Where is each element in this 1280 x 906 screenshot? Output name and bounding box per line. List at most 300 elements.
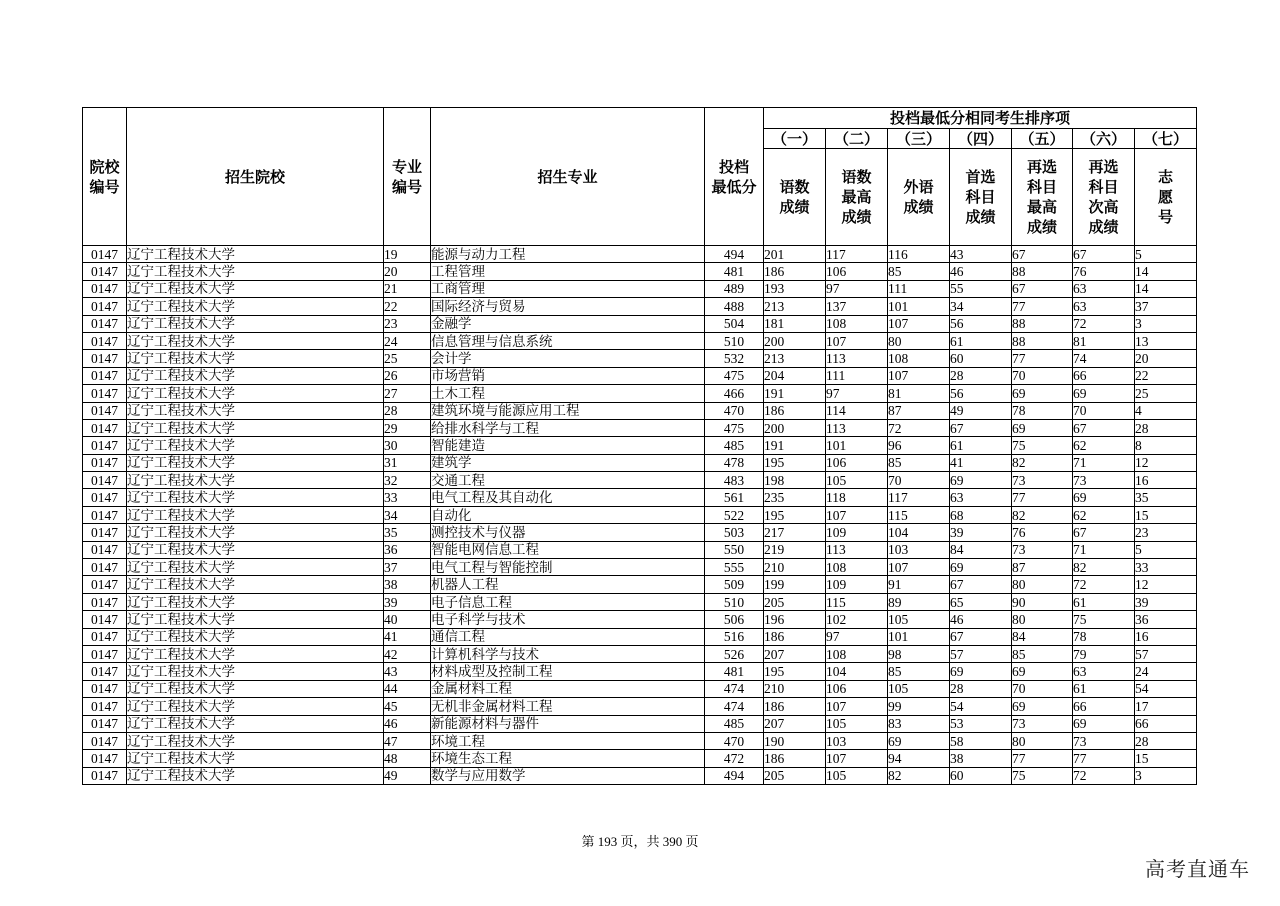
table-row — [83, 263, 1197, 280]
cell-foreign-language-score: 80 — [888, 332, 950, 349]
cell-school-code: 0147 — [83, 489, 127, 506]
cell-foreign-language-score: 101 — [888, 628, 950, 645]
cell-major-name: 电子科学与技术 — [431, 611, 705, 628]
cell-second-subject-next: 63 — [1073, 663, 1135, 680]
cell-school-name: 辽宁工程技术大学 — [127, 611, 384, 628]
cell-min-score: 488 — [705, 298, 764, 315]
table-row — [83, 402, 1197, 419]
cell-min-score: 478 — [705, 454, 764, 471]
cell-school-code: 0147 — [83, 350, 127, 367]
cell-major-code: 46 — [384, 715, 431, 732]
cell-school-name: 辽宁工程技术大学 — [127, 698, 384, 715]
cell-chinese-math-max: 103 — [826, 732, 888, 749]
cell-second-subject-max: 75 — [1012, 767, 1073, 784]
cell-chinese-math-score: 204 — [764, 367, 826, 384]
cell-min-score: 489 — [705, 280, 764, 297]
cell-second-subject-next: 67 — [1073, 419, 1135, 436]
cell-second-subject-max: 88 — [1012, 315, 1073, 332]
cell-school-name: 辽宁工程技术大学 — [127, 402, 384, 419]
cell-chinese-math-score: 186 — [764, 263, 826, 280]
cell-chinese-math-score: 191 — [764, 385, 826, 402]
cell-second-subject-max: 76 — [1012, 524, 1073, 541]
cell-second-subject-max: 70 — [1012, 680, 1073, 697]
table-row — [83, 645, 1197, 662]
cell-second-subject-next: 63 — [1073, 298, 1135, 315]
cell-second-subject-max: 75 — [1012, 437, 1073, 454]
cell-school-name: 辽宁工程技术大学 — [127, 350, 384, 367]
cell-first-subject-score: 57 — [950, 645, 1012, 662]
cell-chinese-math-max: 108 — [826, 559, 888, 576]
cell-second-subject-next: 69 — [1073, 489, 1135, 506]
cell-major-name: 会计学 — [431, 350, 705, 367]
cell-foreign-language-score: 85 — [888, 454, 950, 471]
cell-major-code: 34 — [384, 506, 431, 523]
cell-major-code: 38 — [384, 576, 431, 593]
cell-major-name: 环境生态工程 — [431, 750, 705, 767]
cell-first-subject-score: 60 — [950, 350, 1012, 367]
cell-second-subject-next: 81 — [1073, 332, 1135, 349]
cell-school-code: 0147 — [83, 698, 127, 715]
cell-foreign-language-score: 70 — [888, 472, 950, 489]
cell-school-name: 辽宁工程技术大学 — [127, 628, 384, 645]
cell-preference-number: 13 — [1135, 332, 1197, 349]
cell-second-subject-max: 87 — [1012, 559, 1073, 576]
cell-second-subject-max: 80 — [1012, 611, 1073, 628]
cell-school-name: 辽宁工程技术大学 — [127, 332, 384, 349]
cell-school-name: 辽宁工程技术大学 — [127, 680, 384, 697]
cell-second-subject-next: 77 — [1073, 750, 1135, 767]
cell-preference-number: 12 — [1135, 454, 1197, 471]
cell-preference-number: 15 — [1135, 750, 1197, 767]
cell-min-score: 550 — [705, 541, 764, 558]
cell-school-code: 0147 — [83, 576, 127, 593]
cell-chinese-math-score: 186 — [764, 402, 826, 419]
cell-foreign-language-score: 111 — [888, 280, 950, 297]
cell-preference-number: 25 — [1135, 385, 1197, 402]
cell-school-code: 0147 — [83, 715, 127, 732]
cell-min-score: 506 — [705, 611, 764, 628]
cell-second-subject-next: 79 — [1073, 645, 1135, 662]
cell-school-code: 0147 — [83, 280, 127, 297]
cell-first-subject-score: 56 — [950, 315, 1012, 332]
table-row — [83, 698, 1197, 715]
cell-first-subject-score: 67 — [950, 419, 1012, 436]
cell-chinese-math-score: 186 — [764, 750, 826, 767]
cell-second-subject-max: 77 — [1012, 350, 1073, 367]
cell-chinese-math-score: 195 — [764, 663, 826, 680]
cell-major-name: 金融学 — [431, 315, 705, 332]
cell-preference-number: 37 — [1135, 298, 1197, 315]
cell-chinese-math-score: 190 — [764, 732, 826, 749]
table-row — [83, 732, 1197, 749]
table-row — [83, 246, 1197, 263]
cell-school-name: 辽宁工程技术大学 — [127, 576, 384, 593]
cell-second-subject-max: 77 — [1012, 298, 1073, 315]
cell-chinese-math-max: 108 — [826, 645, 888, 662]
header-tiebreak-order-2: （二） — [826, 129, 888, 149]
header-tiebreak-order-1: （一） — [764, 129, 826, 149]
cell-foreign-language-score: 105 — [888, 680, 950, 697]
header-first-subject-score: 首选 科目 成绩 — [950, 149, 1012, 246]
header-major-code: 专业 编号 — [384, 108, 431, 246]
cell-chinese-math-score: 186 — [764, 628, 826, 645]
cell-major-code: 30 — [384, 437, 431, 454]
cell-chinese-math-score: 213 — [764, 298, 826, 315]
cell-second-subject-max: 90 — [1012, 593, 1073, 610]
cell-second-subject-next: 72 — [1073, 315, 1135, 332]
cell-first-subject-score: 65 — [950, 593, 1012, 610]
cell-major-code: 21 — [384, 280, 431, 297]
cell-second-subject-next: 67 — [1073, 246, 1135, 263]
cell-major-code: 43 — [384, 663, 431, 680]
cell-foreign-language-score: 103 — [888, 541, 950, 558]
header-major-name: 招生专业 — [431, 108, 705, 246]
cell-major-code: 20 — [384, 263, 431, 280]
cell-major-code: 42 — [384, 645, 431, 662]
cell-major-code: 19 — [384, 246, 431, 263]
cell-chinese-math-max: 113 — [826, 541, 888, 558]
table-row — [83, 541, 1197, 558]
cell-major-code: 23 — [384, 315, 431, 332]
cell-second-subject-next: 66 — [1073, 367, 1135, 384]
cell-preference-number: 4 — [1135, 402, 1197, 419]
cell-school-name: 辽宁工程技术大学 — [127, 263, 384, 280]
cell-major-code: 25 — [384, 350, 431, 367]
cell-second-subject-next: 75 — [1073, 611, 1135, 628]
cell-school-name: 辽宁工程技术大学 — [127, 472, 384, 489]
cell-chinese-math-max: 101 — [826, 437, 888, 454]
cell-school-code: 0147 — [83, 298, 127, 315]
cell-school-code: 0147 — [83, 437, 127, 454]
cell-major-code: 44 — [384, 680, 431, 697]
cell-chinese-math-score: 200 — [764, 332, 826, 349]
cell-school-name: 辽宁工程技术大学 — [127, 280, 384, 297]
cell-chinese-math-score: 210 — [764, 559, 826, 576]
cell-second-subject-max: 77 — [1012, 489, 1073, 506]
cell-min-score: 503 — [705, 524, 764, 541]
cell-foreign-language-score: 115 — [888, 506, 950, 523]
cell-second-subject-max: 69 — [1012, 419, 1073, 436]
cell-major-name: 电子信息工程 — [431, 593, 705, 610]
cell-major-name: 给排水科学与工程 — [431, 419, 705, 436]
header-tiebreak-order-7: （七） — [1135, 129, 1197, 149]
cell-first-subject-score: 69 — [950, 472, 1012, 489]
cell-foreign-language-score: 107 — [888, 315, 950, 332]
header-chinese-math-score: 语数 成绩 — [764, 149, 826, 246]
cell-first-subject-score: 63 — [950, 489, 1012, 506]
cell-major-name: 工程管理 — [431, 263, 705, 280]
header-second-subject-next: 再选 科目 次高 成绩 — [1073, 149, 1135, 246]
cell-min-score: 504 — [705, 315, 764, 332]
cell-school-code: 0147 — [83, 732, 127, 749]
cell-major-code: 35 — [384, 524, 431, 541]
cell-chinese-math-max: 115 — [826, 593, 888, 610]
cell-min-score: 555 — [705, 559, 764, 576]
header-preference-number: 志 愿 号 — [1135, 149, 1197, 246]
cell-first-subject-score: 54 — [950, 698, 1012, 715]
header-second-subject-max: 再选 科目 最高 成绩 — [1012, 149, 1073, 246]
cell-major-name: 测控技术与仪器 — [431, 524, 705, 541]
cell-preference-number: 57 — [1135, 645, 1197, 662]
cell-school-code: 0147 — [83, 767, 127, 784]
cell-school-name: 辽宁工程技术大学 — [127, 489, 384, 506]
cell-school-name: 辽宁工程技术大学 — [127, 385, 384, 402]
cell-chinese-math-score: 195 — [764, 506, 826, 523]
cell-min-score: 475 — [705, 367, 764, 384]
cell-chinese-math-score: 213 — [764, 350, 826, 367]
cell-major-name: 电气工程及其自动化 — [431, 489, 705, 506]
cell-second-subject-next: 61 — [1073, 593, 1135, 610]
cell-first-subject-score: 68 — [950, 506, 1012, 523]
cell-major-name: 市场营销 — [431, 367, 705, 384]
cell-chinese-math-max: 108 — [826, 315, 888, 332]
cell-chinese-math-score: 199 — [764, 576, 826, 593]
cell-preference-number: 36 — [1135, 611, 1197, 628]
cell-chinese-math-max: 113 — [826, 350, 888, 367]
cell-major-name: 建筑环境与能源应用工程 — [431, 402, 705, 419]
cell-foreign-language-score: 108 — [888, 350, 950, 367]
cell-preference-number: 54 — [1135, 680, 1197, 697]
table-row — [83, 559, 1197, 576]
cell-second-subject-max: 73 — [1012, 472, 1073, 489]
cell-school-name: 辽宁工程技术大学 — [127, 298, 384, 315]
cell-major-name: 材料成型及控制工程 — [431, 663, 705, 680]
cell-major-name: 自动化 — [431, 506, 705, 523]
cell-chinese-math-max: 106 — [826, 680, 888, 697]
cell-second-subject-next: 62 — [1073, 437, 1135, 454]
cell-second-subject-next: 69 — [1073, 715, 1135, 732]
cell-first-subject-score: 60 — [950, 767, 1012, 784]
cell-second-subject-max: 82 — [1012, 506, 1073, 523]
cell-chinese-math-max: 104 — [826, 663, 888, 680]
cell-min-score: 485 — [705, 715, 764, 732]
cell-second-subject-max: 77 — [1012, 750, 1073, 767]
cell-min-score: 494 — [705, 246, 764, 263]
cell-chinese-math-score: 210 — [764, 680, 826, 697]
header-foreign-language-score: 外语 成绩 — [888, 149, 950, 246]
cell-chinese-math-max: 105 — [826, 472, 888, 489]
cell-major-name: 能源与动力工程 — [431, 246, 705, 263]
cell-min-score: 532 — [705, 350, 764, 367]
cell-foreign-language-score: 117 — [888, 489, 950, 506]
table-row — [83, 506, 1197, 523]
cell-second-subject-max: 69 — [1012, 698, 1073, 715]
cell-first-subject-score: 38 — [950, 750, 1012, 767]
cell-second-subject-next: 78 — [1073, 628, 1135, 645]
cell-foreign-language-score: 98 — [888, 645, 950, 662]
cell-second-subject-max: 82 — [1012, 454, 1073, 471]
cell-first-subject-score: 84 — [950, 541, 1012, 558]
cell-major-code: 49 — [384, 767, 431, 784]
cell-chinese-math-score: 198 — [764, 472, 826, 489]
cell-chinese-math-max: 97 — [826, 628, 888, 645]
cell-min-score: 470 — [705, 732, 764, 749]
cell-preference-number: 22 — [1135, 367, 1197, 384]
cell-school-code: 0147 — [83, 680, 127, 697]
cell-chinese-math-max: 107 — [826, 506, 888, 523]
cell-school-code: 0147 — [83, 506, 127, 523]
cell-school-name: 辽宁工程技术大学 — [127, 246, 384, 263]
cell-major-name: 无机非金属材料工程 — [431, 698, 705, 715]
cell-foreign-language-score: 96 — [888, 437, 950, 454]
cell-foreign-language-score: 99 — [888, 698, 950, 715]
cell-preference-number: 14 — [1135, 263, 1197, 280]
cell-chinese-math-max: 113 — [826, 419, 888, 436]
cell-first-subject-score: 34 — [950, 298, 1012, 315]
cell-second-subject-next: 73 — [1073, 732, 1135, 749]
cell-school-name: 辽宁工程技术大学 — [127, 593, 384, 610]
cell-major-code: 37 — [384, 559, 431, 576]
cell-min-score: 474 — [705, 698, 764, 715]
cell-second-subject-next: 63 — [1073, 280, 1135, 297]
cell-foreign-language-score: 107 — [888, 367, 950, 384]
cell-foreign-language-score: 69 — [888, 732, 950, 749]
cell-major-name: 环境工程 — [431, 732, 705, 749]
table-row — [83, 419, 1197, 436]
cell-first-subject-score: 41 — [950, 454, 1012, 471]
cell-foreign-language-score: 105 — [888, 611, 950, 628]
cell-second-subject-next: 62 — [1073, 506, 1135, 523]
cell-major-code: 40 — [384, 611, 431, 628]
cell-school-name: 辽宁工程技术大学 — [127, 559, 384, 576]
table-row — [83, 367, 1197, 384]
cell-school-code: 0147 — [83, 750, 127, 767]
cell-school-code: 0147 — [83, 663, 127, 680]
header-chinese-math-max: 语数 最高 成绩 — [826, 149, 888, 246]
cell-major-code: 31 — [384, 454, 431, 471]
cell-school-code: 0147 — [83, 315, 127, 332]
table-row — [83, 611, 1197, 628]
cell-major-name: 电气工程与智能控制 — [431, 559, 705, 576]
cell-second-subject-next: 67 — [1073, 524, 1135, 541]
cell-first-subject-score: 61 — [950, 332, 1012, 349]
cell-school-code: 0147 — [83, 645, 127, 662]
cell-min-score: 485 — [705, 437, 764, 454]
cell-preference-number: 3 — [1135, 767, 1197, 784]
cell-preference-number: 16 — [1135, 628, 1197, 645]
cell-preference-number: 8 — [1135, 437, 1197, 454]
table-row — [83, 385, 1197, 402]
cell-preference-number: 39 — [1135, 593, 1197, 610]
cell-second-subject-max: 70 — [1012, 367, 1073, 384]
cell-school-name: 辽宁工程技术大学 — [127, 645, 384, 662]
cell-major-code: 24 — [384, 332, 431, 349]
cell-preference-number: 16 — [1135, 472, 1197, 489]
cell-foreign-language-score: 83 — [888, 715, 950, 732]
table-row — [83, 454, 1197, 471]
cell-chinese-math-max: 109 — [826, 524, 888, 541]
cell-major-code: 39 — [384, 593, 431, 610]
cell-foreign-language-score: 72 — [888, 419, 950, 436]
cell-major-code: 36 — [384, 541, 431, 558]
cell-first-subject-score: 43 — [950, 246, 1012, 263]
table-row — [83, 750, 1197, 767]
cell-foreign-language-score: 91 — [888, 576, 950, 593]
table-row — [83, 628, 1197, 645]
cell-school-code: 0147 — [83, 246, 127, 263]
header-tiebreak-order-3: （三） — [888, 129, 950, 149]
cell-preference-number: 20 — [1135, 350, 1197, 367]
cell-chinese-math-score: 196 — [764, 611, 826, 628]
cell-first-subject-score: 69 — [950, 663, 1012, 680]
cell-chinese-math-score: 200 — [764, 419, 826, 436]
cell-foreign-language-score: 94 — [888, 750, 950, 767]
cell-school-code: 0147 — [83, 367, 127, 384]
cell-major-code: 45 — [384, 698, 431, 715]
table-row — [83, 350, 1197, 367]
cell-foreign-language-score: 116 — [888, 246, 950, 263]
cell-second-subject-next: 73 — [1073, 472, 1135, 489]
cell-first-subject-score: 67 — [950, 628, 1012, 645]
cell-school-code: 0147 — [83, 541, 127, 558]
cell-school-name: 辽宁工程技术大学 — [127, 524, 384, 541]
cell-first-subject-score: 46 — [950, 611, 1012, 628]
cell-major-name: 交通工程 — [431, 472, 705, 489]
cell-major-name: 国际经济与贸易 — [431, 298, 705, 315]
table-row — [83, 715, 1197, 732]
table-row — [83, 472, 1197, 489]
cell-first-subject-score: 46 — [950, 263, 1012, 280]
cell-foreign-language-score: 81 — [888, 385, 950, 402]
cell-school-code: 0147 — [83, 419, 127, 436]
cell-major-code: 33 — [384, 489, 431, 506]
cell-school-code: 0147 — [83, 263, 127, 280]
table-row — [83, 593, 1197, 610]
cell-major-code: 29 — [384, 419, 431, 436]
cell-chinese-math-max: 107 — [826, 698, 888, 715]
cell-first-subject-score: 39 — [950, 524, 1012, 541]
cell-preference-number: 5 — [1135, 541, 1197, 558]
cell-school-code: 0147 — [83, 454, 127, 471]
watermark: 高考直通车 — [1145, 857, 1250, 881]
cell-school-code: 0147 — [83, 628, 127, 645]
cell-foreign-language-score: 85 — [888, 663, 950, 680]
cell-school-name: 辽宁工程技术大学 — [127, 419, 384, 436]
cell-school-name: 辽宁工程技术大学 — [127, 541, 384, 558]
cell-second-subject-next: 72 — [1073, 576, 1135, 593]
cell-min-score: 510 — [705, 593, 764, 610]
cell-second-subject-next: 70 — [1073, 402, 1135, 419]
cell-second-subject-next: 66 — [1073, 698, 1135, 715]
cell-chinese-math-score: 219 — [764, 541, 826, 558]
cell-min-score: 474 — [705, 680, 764, 697]
cell-second-subject-next: 74 — [1073, 350, 1135, 367]
cell-major-code: 27 — [384, 385, 431, 402]
header-school-code: 院校 编号 — [83, 108, 127, 246]
cell-preference-number: 28 — [1135, 419, 1197, 436]
table-row — [83, 767, 1197, 784]
cell-school-name: 辽宁工程技术大学 — [127, 732, 384, 749]
cell-second-subject-max: 69 — [1012, 663, 1073, 680]
table-row — [83, 437, 1197, 454]
header-min-score: 投档 最低分 — [705, 108, 764, 246]
cell-chinese-math-max: 102 — [826, 611, 888, 628]
cell-school-code: 0147 — [83, 385, 127, 402]
table-row — [83, 298, 1197, 315]
cell-school-name: 辽宁工程技术大学 — [127, 715, 384, 732]
cell-chinese-math-max: 105 — [826, 715, 888, 732]
cell-preference-number: 15 — [1135, 506, 1197, 523]
cell-preference-number: 66 — [1135, 715, 1197, 732]
cell-foreign-language-score: 101 — [888, 298, 950, 315]
cell-school-name: 辽宁工程技术大学 — [127, 437, 384, 454]
cell-chinese-math-max: 97 — [826, 280, 888, 297]
cell-second-subject-next: 76 — [1073, 263, 1135, 280]
cell-school-name: 辽宁工程技术大学 — [127, 767, 384, 784]
table-body — [83, 246, 1197, 785]
cell-min-score: 475 — [705, 419, 764, 436]
cell-second-subject-next: 72 — [1073, 767, 1135, 784]
